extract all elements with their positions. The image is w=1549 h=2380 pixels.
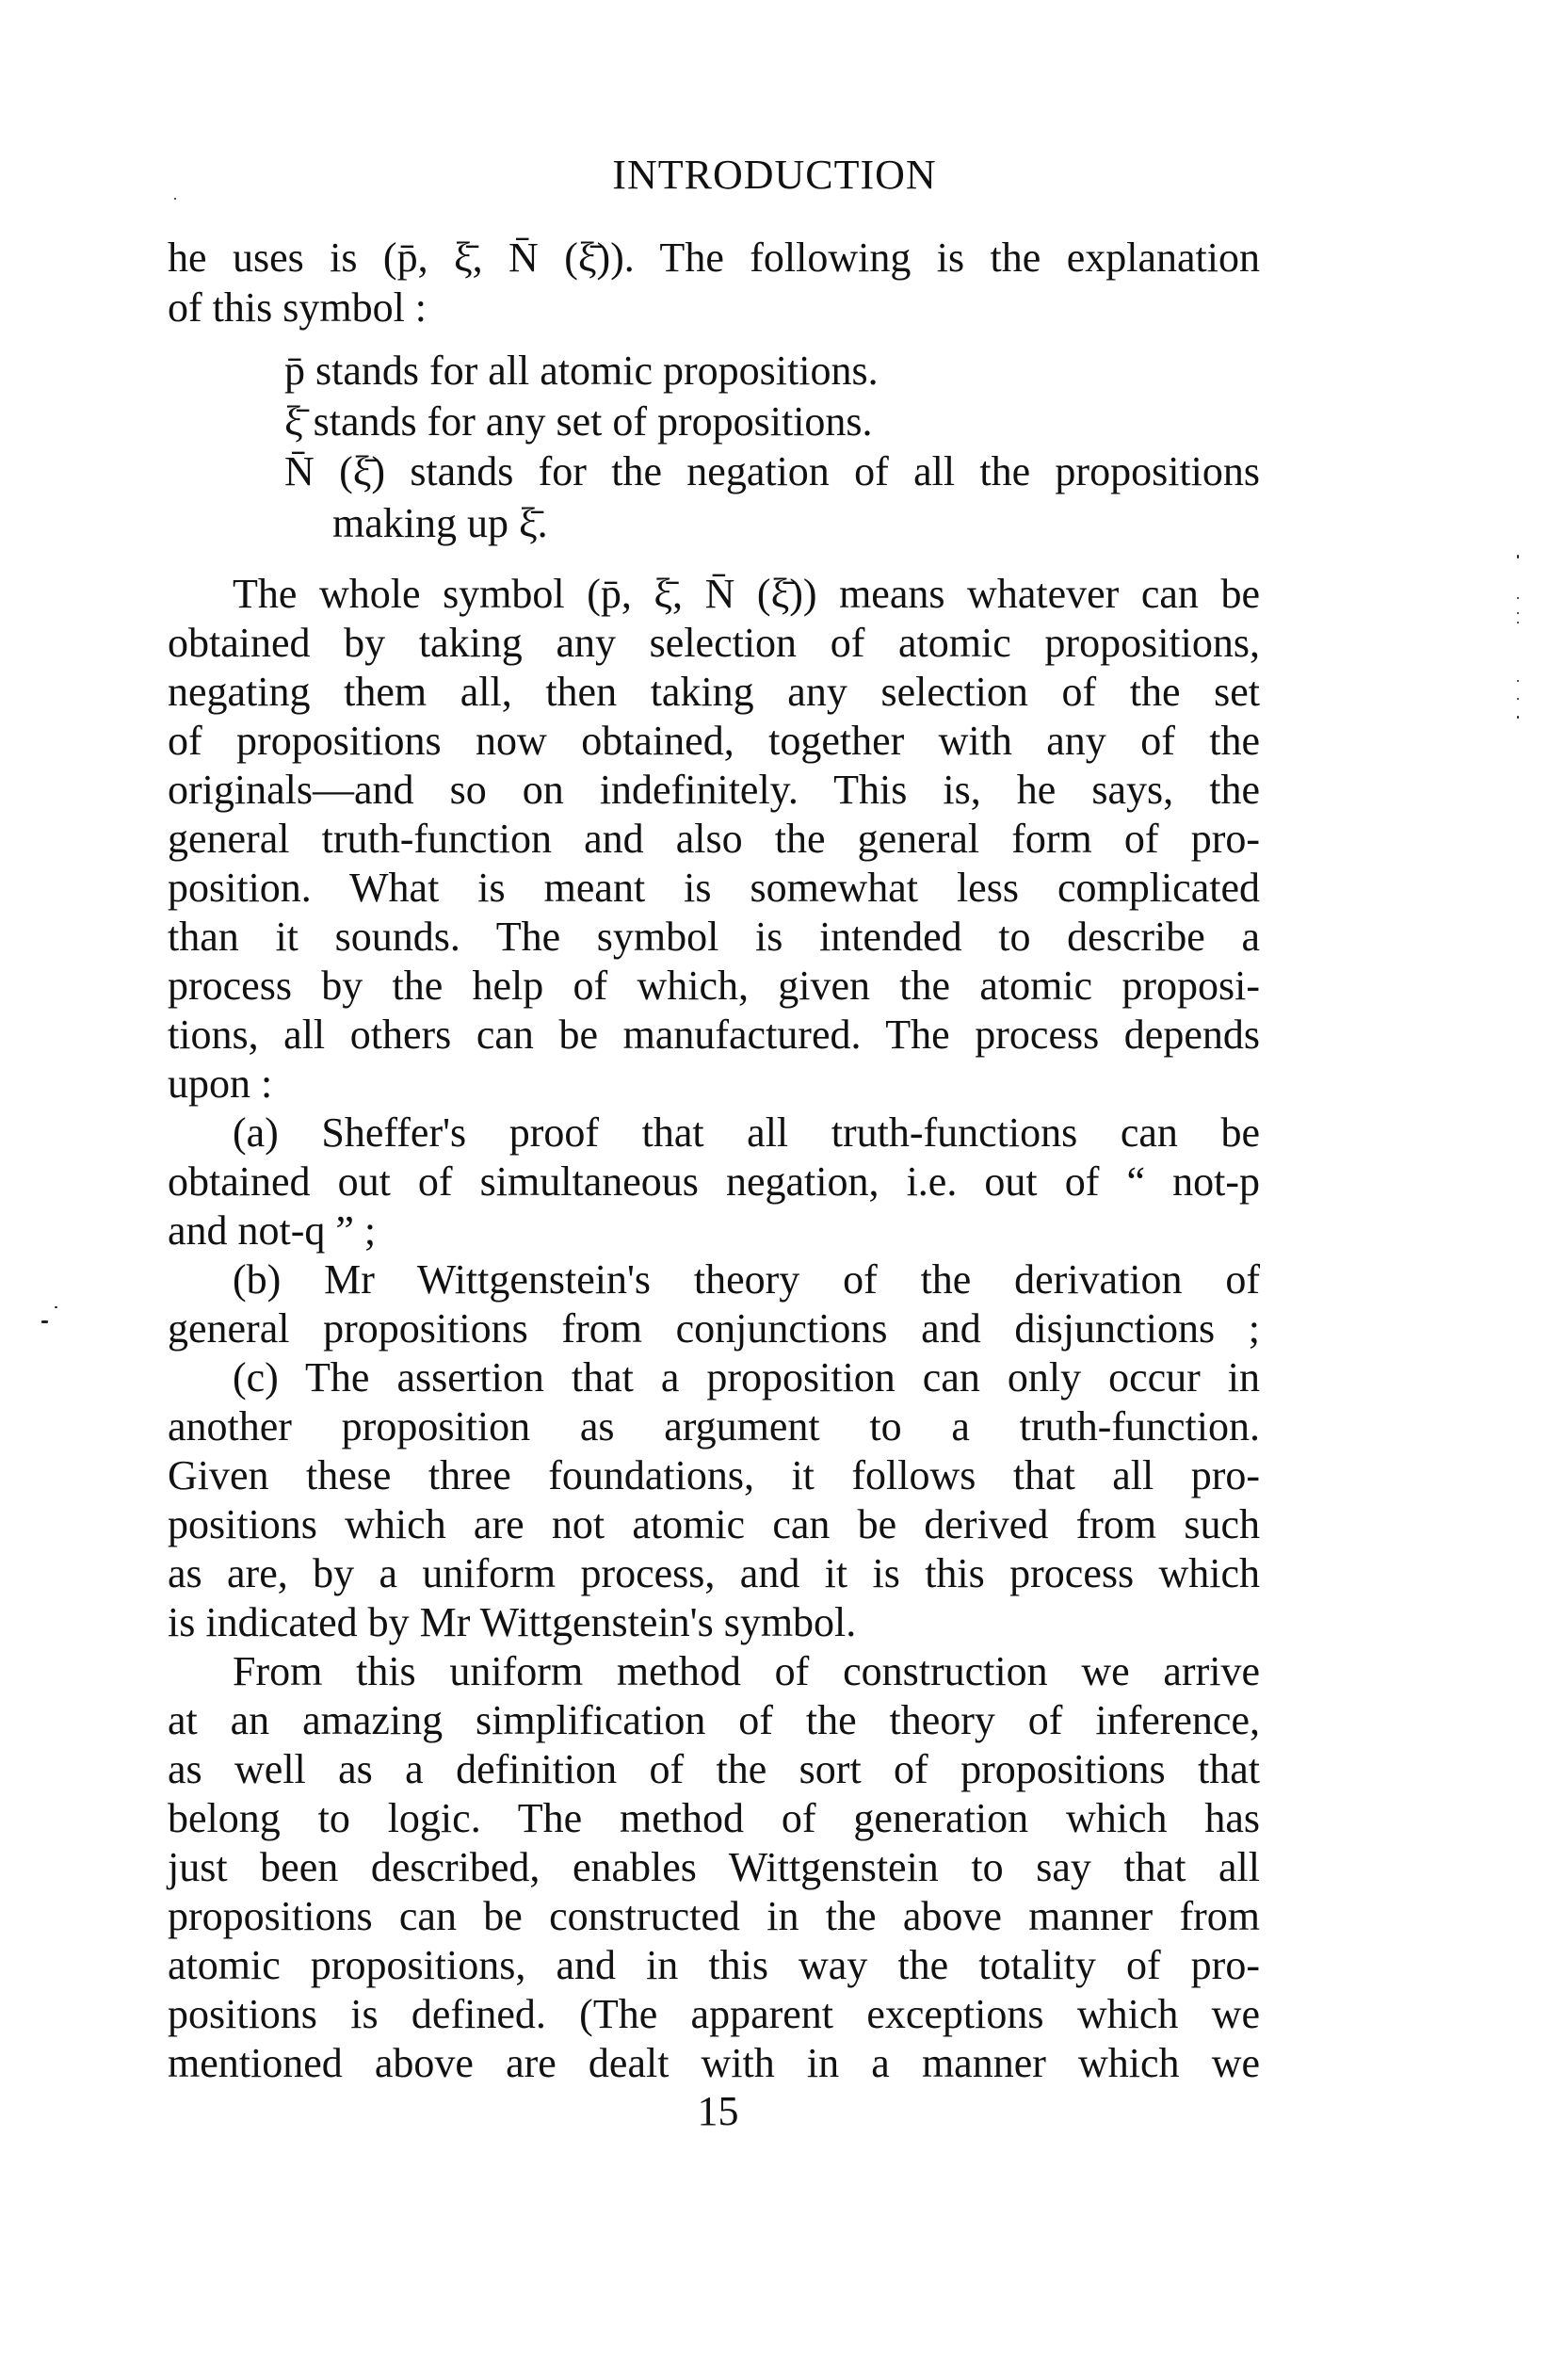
scan-speck [1517, 716, 1519, 719]
paragraph-start: From this uniform method of construction we arrive [233, 1648, 1260, 1694]
text-line: he uses is (p̄, ξ̄, N̄ (ξ̄)). The following is the explanation [168, 235, 1260, 281]
scan-speck [1517, 555, 1519, 559]
text-line: at an amazing simplification of the theory of inference, [168, 1697, 1260, 1743]
symbol-definition-n: N̄ (ξ̄) stands for the negation of all the propositions [284, 448, 1260, 494]
scan-speck [1517, 597, 1519, 599]
scan-speck [174, 198, 176, 200]
text-line: positions which are not atomic can be derived from such [168, 1501, 1260, 1547]
list-item-b: (b) Mr Wittgenstein's theory of the derivation of [233, 1256, 1260, 1303]
scan-speck [55, 1306, 57, 1308]
text-line: of propositions now obtained, together with any of the [168, 718, 1260, 764]
text-line: atomic propositions, and in this way the totality of pro- [168, 1942, 1260, 1988]
text-line: is indicated by Mr Wittgenstein's symbol. [168, 1599, 857, 1645]
text-line: than it sounds. The symbol is intended to describe a [168, 914, 1260, 960]
text-line: general truth-function and also the general form of pro- [168, 816, 1260, 862]
scan-speck [1517, 612, 1519, 614]
text-line: obtained out of simultaneous negation, i.e. out of “ not-p [168, 1158, 1260, 1205]
symbol-definition-continuation: making up ξ̄. [332, 500, 548, 546]
scan-speck [1517, 622, 1519, 623]
text-line: tions, all others can be manufactured. The process depends [168, 1012, 1260, 1058]
text-line: as are, by a uniform process, and it is this process which [168, 1550, 1260, 1596]
text-line: position. What is meant is somewhat less complicated [168, 865, 1260, 911]
text-line: originals—and so on indefinitely. This is, he says, the [168, 767, 1260, 813]
text-line: propositions can be constructed in the above manner from [168, 1893, 1260, 1939]
text-line: mentioned above are dealt with in a manner which we [168, 2040, 1260, 2086]
running-head: INTRODUCTION [612, 152, 937, 198]
scan-speck [1517, 698, 1519, 700]
scan-speck [1517, 680, 1519, 682]
paragraph-start: The whole symbol (p̄, ξ̄, N̄ (ξ̄)) means whatever can be [233, 571, 1260, 617]
symbol-definition-p: p̄ stands for all atomic propositions. [284, 348, 879, 394]
text-line: of this symbol : [168, 284, 428, 331]
text-line: as well as a definition of the sort of propositions that [168, 1746, 1260, 1792]
text-line: just been described, enables Wittgenstein to say that all [168, 1844, 1260, 1890]
text-line: obtained by taking any selection of atomic propositions, [168, 620, 1260, 666]
symbol-definition-xi: ξ̄ stands for any set of propositions. [284, 398, 873, 445]
text-line: and not-q ” ; [168, 1207, 377, 1254]
text-line: positions is defined. (The apparent exceptions which we [168, 1991, 1260, 2037]
text-line: negating them all, then taking any selection of the set [168, 669, 1260, 715]
text-line: another proposition as argument to a truth-function. [168, 1403, 1260, 1449]
scan-speck [41, 1320, 48, 1323]
text-line: belong to logic. The method of generation which has [168, 1795, 1260, 1841]
text-line: Given these three foundations, it follows that all pro- [168, 1452, 1260, 1498]
page-number: 15 [697, 2088, 739, 2134]
text-line: process by the help of which, given the atomic proposi- [168, 963, 1260, 1009]
text-line: general propositions from conjunctions and disjunctions ; [168, 1305, 1260, 1352]
list-item-c: (c) The assertion that a proposition can only occur in [233, 1354, 1260, 1400]
list-item-a: (a) Sheffer's proof that all truth-functions can be [233, 1109, 1260, 1156]
text-line: upon : [168, 1060, 273, 1107]
